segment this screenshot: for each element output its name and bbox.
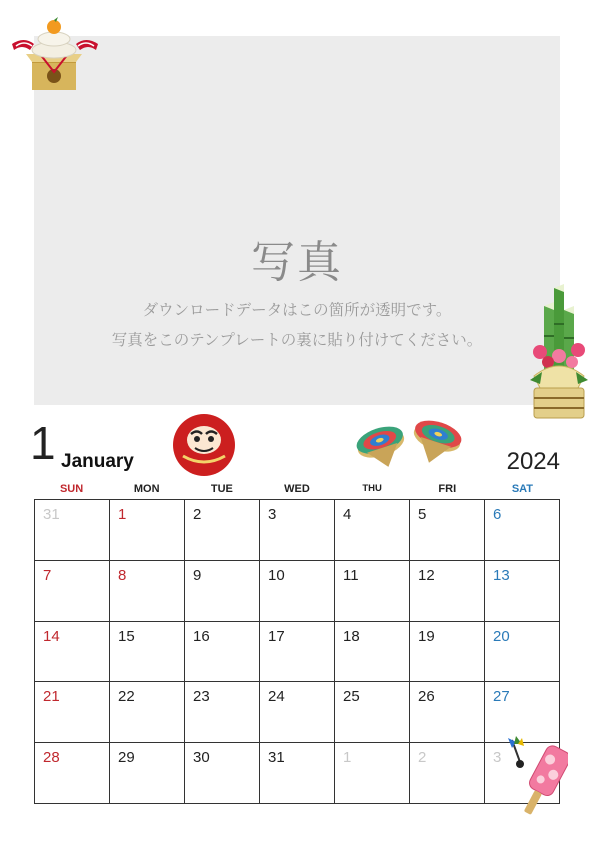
day-number: 31 [268, 749, 285, 767]
day-number: 19 [418, 627, 435, 645]
day-number: 2 [193, 506, 202, 523]
day-number: 10 [268, 566, 285, 584]
hagoita-icon [506, 736, 568, 824]
spinning-tops-icon [355, 410, 465, 472]
day-number: 21 [43, 688, 60, 706]
day-cell [335, 743, 410, 804]
year: 2024 [506, 448, 560, 475]
day-cell [35, 682, 110, 743]
day-number: 13 [493, 566, 510, 584]
day-number: 18 [343, 627, 360, 645]
day-cell-holiday [110, 500, 185, 561]
day-cell [260, 743, 335, 804]
day-cell [410, 682, 485, 743]
weekday-mon: MON [133, 483, 160, 495]
day-cell [410, 743, 485, 804]
day-cell [110, 743, 185, 804]
day-number: 29 [118, 749, 135, 767]
day-number: 7 [43, 566, 52, 584]
month-number: 1 [30, 417, 56, 469]
day-number: 28 [43, 749, 60, 767]
day-number: 27 [493, 688, 510, 706]
day-cell [185, 682, 260, 743]
day-cell [485, 561, 560, 622]
day-cell [35, 743, 110, 804]
day-number: 30 [193, 749, 210, 767]
daruma-icon [171, 412, 237, 478]
photo-note-line-2: 写真をこのテンプレートの裏に貼り付けてください。 [111, 331, 483, 349]
day-number: 1 [118, 506, 127, 523]
day-cell [485, 682, 560, 743]
photo-placeholder [34, 36, 560, 405]
day-number: 5 [418, 506, 427, 523]
photo-note-line-1: ダウンロードデータはこの箇所が透明です。 [142, 301, 452, 319]
day-cell [260, 622, 335, 683]
day-cell [335, 682, 410, 743]
day-number: 25 [343, 688, 360, 706]
day-number: 16 [193, 627, 210, 645]
day-number: 15 [118, 627, 135, 645]
day-number: 22 [118, 688, 135, 706]
month-name: January [61, 451, 134, 472]
day-cell [335, 561, 410, 622]
day-cell [110, 682, 185, 743]
day-number: 24 [268, 688, 285, 706]
day-cell [410, 561, 485, 622]
day-number: 12 [418, 566, 435, 584]
weekday-sun: SUN [59, 483, 84, 495]
day-cell [185, 622, 260, 683]
day-cell [260, 561, 335, 622]
day-cell [35, 622, 110, 683]
day-cell [410, 500, 485, 561]
day-number: 23 [193, 688, 210, 706]
weekday-wed: WED [284, 483, 310, 495]
weekday-header-row [34, 480, 560, 498]
day-cell-holiday [110, 561, 185, 622]
day-cell [335, 500, 410, 561]
day-cell [485, 500, 560, 561]
day-number: 6 [493, 506, 502, 523]
day-cell [185, 500, 260, 561]
day-cell [35, 500, 110, 561]
day-cell [260, 500, 335, 561]
day-cell [110, 622, 185, 683]
day-number: 14 [43, 627, 60, 645]
day-cell [185, 743, 260, 804]
day-number: 4 [343, 506, 352, 523]
calendar-grid [34, 499, 560, 804]
day-cell [35, 561, 110, 622]
day-number: 1 [343, 749, 352, 767]
day-number: 8 [118, 566, 127, 584]
day-number: 3 [268, 506, 277, 523]
day-number: 11 [343, 566, 359, 584]
day-number: 20 [493, 627, 510, 645]
photo-title: 写真 [251, 237, 343, 288]
day-number: 26 [418, 688, 435, 706]
weekday-sat: SAT [511, 483, 534, 495]
day-number: 3 [493, 749, 502, 767]
day-number: 17 [268, 627, 285, 645]
day-number: 31 [43, 506, 60, 523]
day-number: 9 [193, 566, 202, 584]
kagami-mochi-icon [10, 10, 100, 92]
weekday-tue: TUE [210, 483, 233, 495]
day-cell [335, 622, 410, 683]
day-cell [260, 682, 335, 743]
weekday-thu: THU [362, 483, 382, 494]
day-cell [185, 561, 260, 622]
kadomatsu-icon [526, 284, 592, 422]
day-number: 2 [418, 749, 427, 767]
weekday-fri: FRI [438, 483, 457, 495]
day-cell [410, 622, 485, 683]
day-cell [485, 622, 560, 683]
